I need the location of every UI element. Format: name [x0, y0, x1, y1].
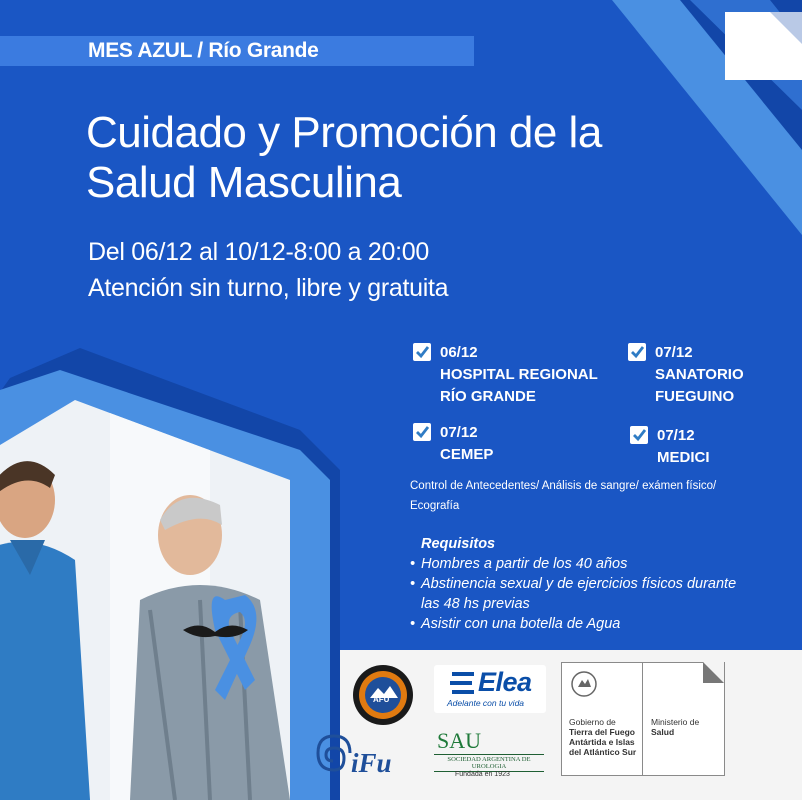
requirement-item: • Abstinencia sexual y de ejercicios físicos durante: [408, 574, 768, 594]
date-range: Del 06/12 al 10/12-8:00 a 20:00: [88, 238, 429, 266]
ministry-name: [651, 717, 699, 737]
services-line-1: Control de Antecedentes/ Análisis de sangre/ exámen físico/: [410, 480, 717, 492]
location-name-2: RÍO GRANDE: [440, 388, 536, 405]
access-info: Atención sin turno, libre y gratuita: [88, 274, 449, 302]
sau-founded: Fundada en 1923: [455, 771, 510, 778]
location-name: HOSPITAL REGIONAL: [440, 366, 598, 383]
gov-line: Tierra del Fuego: [569, 727, 635, 737]
government-name: [569, 717, 636, 757]
checkbox-icon: [630, 426, 648, 444]
title-line-2: Salud Masculina: [86, 158, 402, 207]
ifu-swirl-icon: [312, 728, 352, 778]
sau-subtitle: SOCIEDAD ARGENTINA DE UROLOGIA: [434, 754, 544, 772]
checkbox-icon: [628, 343, 646, 361]
ministry-line: Salud: [651, 727, 675, 737]
ifu-label: iFu: [351, 748, 392, 778]
requirements-section: [408, 534, 768, 634]
gov-line: Antártida e Islas: [569, 737, 635, 747]
sau-name: SAU: [437, 728, 482, 753]
elea-mark-icon: [450, 671, 476, 695]
elea-tagline: Adelante con tu vida: [447, 698, 525, 708]
schedule-info: [88, 234, 448, 306]
gov-line: Gobierno de: [569, 717, 616, 727]
services-list: [410, 476, 740, 516]
location-date: 06/12: [440, 344, 478, 361]
checkbox-icon: [413, 423, 431, 441]
location-name-2: FUEGUINO: [655, 388, 735, 405]
location-date: 07/12: [440, 424, 478, 441]
campaign-tag: MES AZUL / Río Grande: [88, 39, 319, 62]
requirement-item-continuation: las 48 hs previas: [421, 596, 530, 612]
doctor-patient-photo: [0, 400, 340, 800]
location-date: 07/12: [655, 344, 693, 361]
location-name: SANATORIO: [655, 366, 744, 383]
location-date: 07/12: [657, 427, 695, 444]
ministry-line: Ministerio de: [651, 717, 700, 727]
checkbox-icon: [413, 343, 431, 361]
page-corner-icon: [703, 662, 724, 683]
services-line-2: Ecografía: [410, 500, 460, 512]
location-name: MEDICI: [657, 449, 710, 466]
requirement-item: • Hombres a partir de los 40 años: [408, 554, 768, 574]
divider: [642, 663, 643, 775]
page-title: [86, 108, 646, 208]
requirements-title: Requisitos: [421, 536, 496, 552]
requirement-item: • Asistir con una botella de Agua: [408, 614, 768, 634]
location-name: CEMEP: [440, 446, 494, 463]
province-seal-icon: [571, 670, 597, 698]
elea-name: Elea: [478, 667, 532, 697]
gov-line: del Atlántico Sur: [569, 747, 637, 757]
afu-label: AFU: [373, 695, 390, 704]
title-line-1: Cuidado y Promoción de la: [86, 108, 602, 157]
